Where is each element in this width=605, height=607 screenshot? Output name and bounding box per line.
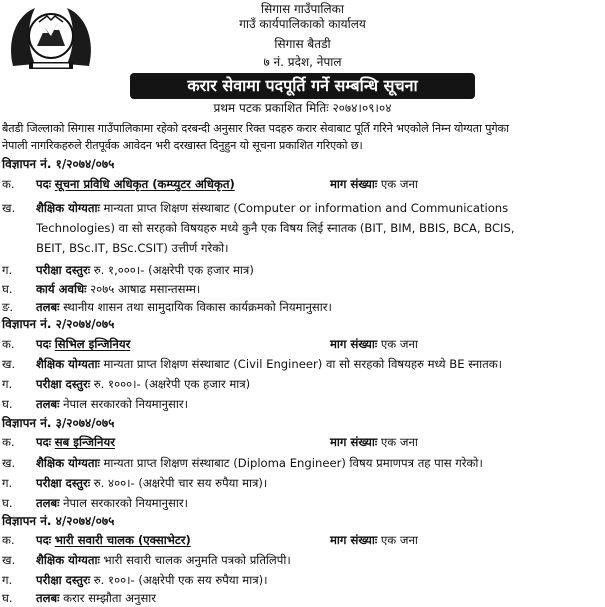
item-marker: ख. [2,553,16,567]
item-marker: ग. [2,476,13,490]
ad-item [2,532,602,548]
publication-date: प्रथम पटक प्रकाशित मितिः २०७४।०९।०४ [213,101,392,115]
demand-count-value: एक जना [380,337,418,351]
item-label: पदः [36,533,52,547]
demand-count [330,532,418,548]
item-text [36,495,188,511]
item-text [36,176,235,192]
item-text [36,532,191,548]
item-value: सूचना प्रविधि अधिकृत (कम्प्युटर अधिकृत) [54,177,235,191]
ad-title: विज्ञापन नं. २/२०७४/०७५ [2,317,115,331]
item-value: नेपाल सरकारको नियमानुसार। [63,397,189,411]
item-text [36,200,508,216]
item-label: शैक्षिक योग्यताः [36,201,100,215]
demand-count-value: एक जना [380,435,418,449]
item-text [36,281,200,297]
item-value: भारी सवारी चालक अनुमति पत्रको प्रतिलिपी। [103,553,291,567]
item-text [36,572,268,588]
item-value: २०७५ आषाढ मसान्तसम्म। [90,282,201,296]
item-label: परीक्षा दस्तुरः [36,476,91,490]
item-label: पदः [36,177,52,191]
item-marker: ख. [2,201,16,215]
item-marker: घ. [2,282,13,296]
ad-item [2,552,602,568]
notice-title-banner: करार सेवामा पदपूर्ति गर्ने सम्बन्धि सूचना [130,73,475,99]
office-name-line2: गाउँ कार्यपालिकाको कार्यालय [239,17,366,31]
ad-item [2,376,602,392]
item-continuation: Technologies) वा सो सरहको विषयहरु मध्ये कुनै एक विषय लिई स्नातक (BIT, BIM, BBIS, BCA, BCIS, [36,221,515,235]
ad-item [2,455,602,471]
item-label: शैक्षिक योग्यताः [36,456,100,470]
item-marker: ग. [2,263,13,277]
item-marker: ग. [2,377,13,391]
ad-item [2,356,602,372]
ad-item [2,262,602,278]
item-text [36,552,291,568]
item-value: सिभिल इन्जिनियर [54,337,131,351]
item-label: शैक्षिक योग्यताः [36,553,100,567]
item-value: मान्यता प्राप्त शिक्षण संस्थाबाट (Computer or information and Communications [103,201,509,215]
ad-item [2,475,602,491]
office-name-line4: ७ नं. प्रदेश, नेपाल [263,55,342,69]
demand-count-value: एक जना [380,177,418,191]
item-marker: ख. [2,456,16,470]
item-value: स्थानीय शासन तथा सामुदायिक विकास कार्यक्रमको नियमानुसार। [63,300,332,314]
item-marker: घ. [2,496,13,510]
demand-count [330,336,418,352]
item-value: रु. १,०००।- (अक्षरेपी एक हजार मात्र) [93,263,254,277]
item-label: शैक्षिक योग्यताः [36,357,100,371]
item-continuation: BEIT, BSc.IT, BSc.CSIT) उत्तीर्ण गरेको। [36,241,229,255]
item-marker: ख. [2,357,16,371]
item-text [36,356,502,372]
ad-title: विज्ञापन नं. ४/२०७४/०७५ [2,514,115,528]
demand-count [330,176,418,192]
item-value: मान्यता प्राप्त शिक्षण संस्थाबाट (Civil Engineer) वा सो सरहको विषयहरु मध्ये BE स्नातक। [103,357,503,371]
ad-title: विज्ञापन नं. ३/२०७४/०७५ [2,416,115,430]
ad-item [2,396,602,412]
item-value: रु. १००।- (अक्षरेपी एक सय रुपैया मात्र)। [93,573,268,587]
ad-item [2,495,602,511]
demand-count-value: एक जना [380,533,418,547]
item-text [36,299,332,315]
item-value: करार सम्झौता अनुसार [63,591,157,605]
item-value: रु. १०००।- (अक्षरेपी एक हजार मात्र) [93,377,251,391]
item-value: सब इन्जिनियर [54,435,115,449]
item-text [36,434,115,450]
item-label: तलबः [36,300,60,314]
item-value: रु. ४००।- (अक्षरेपी चार सय रुपैया मात्र)। [93,476,268,490]
item-label: तलबः [36,591,60,605]
item-label: परीक्षा दस्तुरः [36,377,91,391]
intro-line1: बैतडी जिल्लाको सिगास गाउँपालिकामा रहेको दरबन्दी अनुसार रिक्त पदहरु करार सेवाबाट पूर्ति गरिने भएकोले निम्न योग्यता पुगेका [2,122,509,135]
demand-count-label: माग संख्याः [330,177,378,191]
ad-item [2,590,602,606]
intro-line2: नेपाली नागरिकहरुले रीतपूर्वक आवेदन भरी दरखास्त दिनुहुन यो सूचना प्रकाशित गरिएको छ। [2,139,363,152]
item-text [36,262,254,278]
item-text [36,455,483,471]
demand-count-label: माग संख्याः [330,435,378,449]
item-marker: घ. [2,591,13,605]
item-label: परीक्षा दस्तुरः [36,573,91,587]
item-text [36,376,250,392]
item-text [36,336,130,352]
ad-item [2,336,602,352]
ad-item [2,299,602,315]
item-marker: क. [2,533,15,547]
item-label: परीक्षा दस्तुरः [36,263,91,277]
demand-count-label: माग संख्याः [330,533,378,547]
item-marker: क. [2,435,15,449]
item-text [36,475,267,491]
ad-item [2,200,602,216]
demand-count [330,434,418,450]
item-value: नेपाल सरकारको नियमानुसार। [63,496,189,510]
item-label: कार्य अवधिः [36,282,87,296]
item-value: भारी सवारी चालक (एक्साभेटर) [54,533,191,547]
item-marker: क. [2,337,15,351]
item-label: पदः [36,337,52,351]
item-label: पदः [36,435,52,449]
ad-item [2,572,602,588]
office-name-line1: सिगास गाउँपालिका [261,2,344,16]
item-value: मान्यता प्राप्त शिक्षण संस्थाबाट (Diploma Engineer) विषय प्रमाणपत्र तह पास गरेको। [103,456,483,470]
item-marker: ग. [2,573,13,587]
ad-item [2,176,602,192]
ad-title: विज्ञापन नं. १/२०७४/०७५ [2,157,115,171]
item-marker: क. [2,177,15,191]
item-text [36,396,188,412]
office-name-line3: सिगास बैतडी [274,37,331,51]
item-label: तलबः [36,397,60,411]
item-text [36,590,156,606]
demand-count-label: माग संख्याः [330,337,378,351]
item-marker: घ. [2,397,13,411]
item-label: तलबः [36,496,60,510]
item-marker: ङ. [2,300,14,314]
ad-item [2,434,602,450]
ad-item [2,281,602,297]
